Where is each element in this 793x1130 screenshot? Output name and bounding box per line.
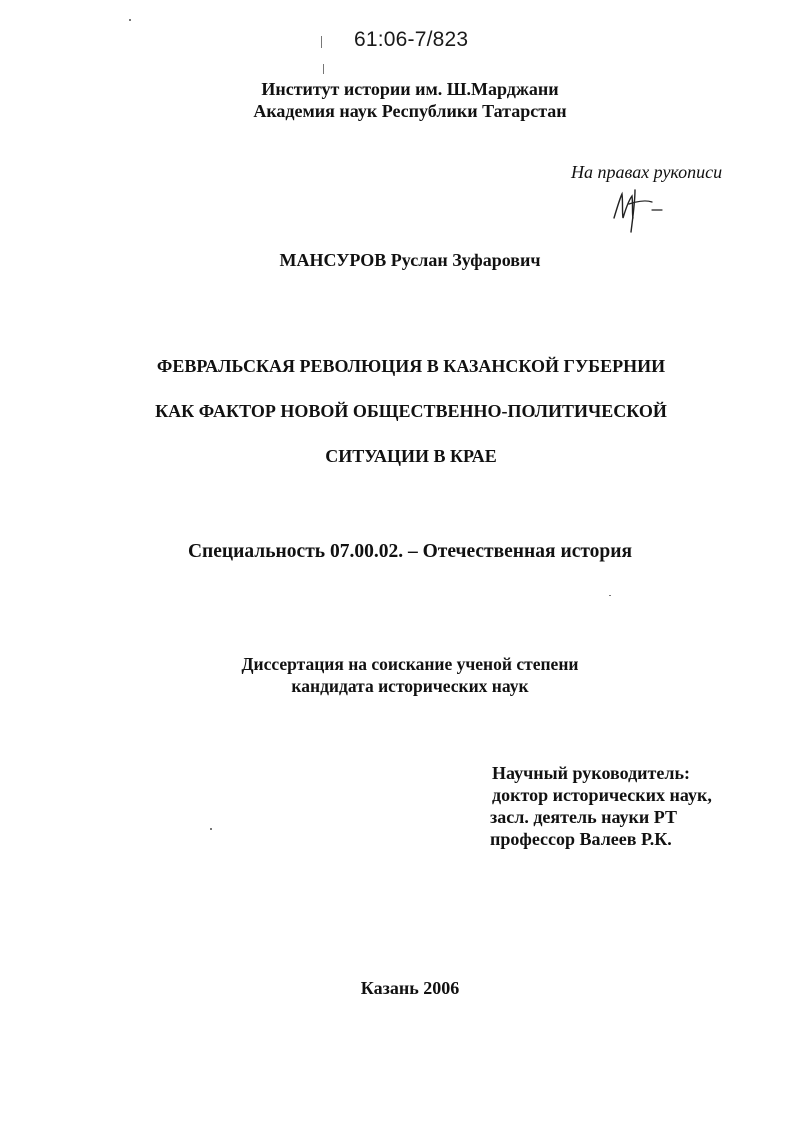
institution-block bbox=[0, 78, 793, 122]
author-name: МАНСУРОВ Руслан Зуфарович bbox=[279, 250, 541, 270]
city-year: Казань 2006 bbox=[360, 978, 460, 998]
academy-name: Академия наук Республики Татарстан bbox=[253, 101, 567, 121]
supervisor-honor: засл. деятель науки РТ bbox=[490, 807, 678, 827]
archive-stamp-number: 61:06-7/823 bbox=[354, 28, 469, 51]
scan-speck bbox=[321, 36, 322, 48]
supervisor-block bbox=[492, 762, 712, 850]
scan-speck bbox=[129, 19, 131, 21]
supervisor-name: профессор Валеев Р.К. bbox=[490, 829, 672, 849]
thesis-title-line-2: КАК ФАКТОР НОВОЙ ОБЩЕСТВЕННО-ПОЛИТИЧЕСКОЙ bbox=[155, 401, 667, 421]
rights-note: На правах рукописи bbox=[571, 162, 723, 182]
thesis-title-line-1: ФЕВРАЛЬСКАЯ РЕВОЛЮЦИЯ В КАЗАНСКОЙ ГУБЕРНИИ bbox=[156, 356, 666, 376]
thesis-title-line-3: СИТУАЦИИ В КРАЕ bbox=[325, 446, 497, 466]
handwritten-signature-icon bbox=[608, 186, 672, 238]
scan-speck bbox=[210, 828, 212, 830]
specialty: Специальность 07.00.02. – Отечественная история bbox=[187, 541, 633, 562]
degree-statement bbox=[0, 653, 793, 697]
degree-statement-line-2: кандидата исторических наук bbox=[291, 676, 529, 696]
degree-statement-line-1: Диссертация на соискание ученой степени bbox=[241, 654, 579, 674]
supervisor-heading: Научный руководитель: bbox=[492, 763, 690, 783]
scan-speck bbox=[609, 595, 611, 596]
scan-speck bbox=[323, 64, 324, 74]
supervisor-degree: доктор исторических наук, bbox=[492, 785, 712, 805]
institution-name: Институт истории им. Ш.Марджани bbox=[261, 79, 559, 99]
